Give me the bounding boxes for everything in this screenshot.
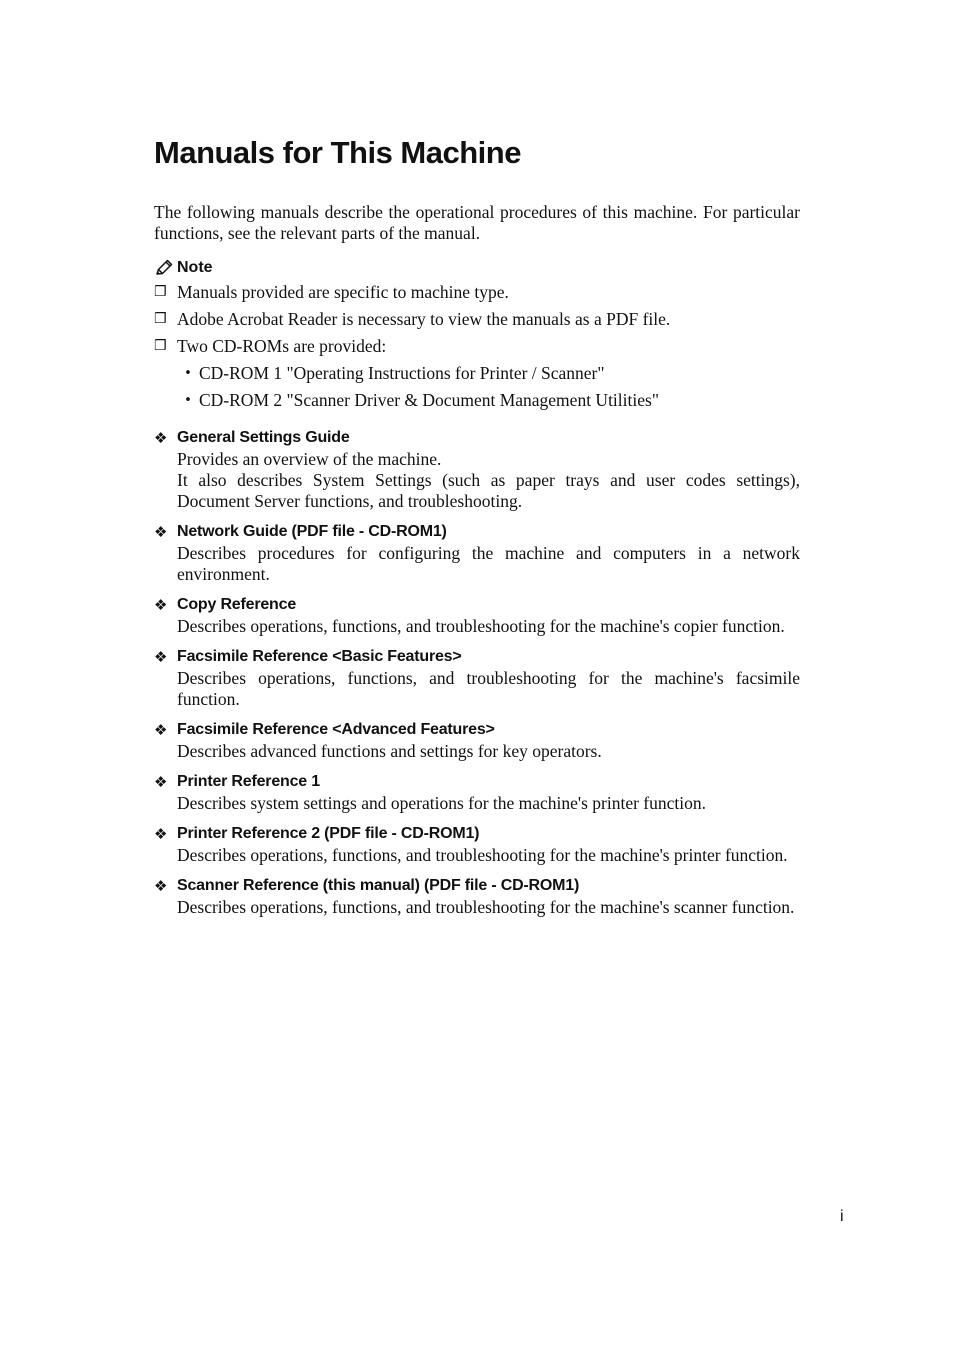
manual-description (177, 543, 800, 585)
note-item (154, 309, 804, 330)
checkbox-icon: ❒ (154, 311, 167, 327)
manual-entry (154, 771, 800, 814)
manual-description-line: It also describes System Settings (such as paper trays and user codes settings), Document Server functions, and troubleshooting. (177, 470, 800, 511)
diamond-bullet-icon: ❖ (154, 773, 168, 791)
diamond-bullet-icon: ❖ (154, 825, 168, 843)
bullet-icon: • (184, 366, 192, 381)
manual-description-line: Describes system settings and operations for the machine's printer function. (177, 793, 706, 813)
manual-entry (154, 719, 800, 762)
manual-list (154, 427, 800, 927)
diamond-bullet-icon: ❖ (154, 523, 168, 541)
note-item-text: Two CD-ROMs are provided: (177, 336, 387, 356)
manual-entry (154, 646, 800, 710)
manual-title (154, 875, 800, 897)
cdrom-item-text: CD-ROM 2 "Scanner Driver & Document Management Utilities" (199, 390, 659, 410)
note-item-text: Adobe Acrobat Reader is necessary to view the manuals as a PDF file. (177, 309, 671, 329)
manual-description (177, 897, 800, 918)
intro-paragraph: The following manuals describe the operational procedures of this machine. For particular functions, see the relevant parts of the manual. (154, 202, 800, 243)
manual-title-text: Copy Reference (177, 596, 297, 613)
manual-description (177, 668, 800, 710)
checkbox-icon: ❒ (154, 338, 167, 354)
manual-entry (154, 594, 800, 637)
manual-title (154, 521, 800, 543)
manual-title (154, 719, 800, 741)
manual-title (154, 594, 800, 616)
manual-description (177, 793, 800, 814)
manual-title-text: Printer Reference 1 (177, 773, 320, 790)
page-number: i (840, 1208, 844, 1225)
manual-title (154, 427, 800, 449)
manual-description-line: Describes operations, functions, and troubleshooting for the machine's copier function. (177, 616, 785, 636)
manual-title-text: Facsimile Reference <Advanced Features> (177, 721, 495, 738)
manual-description-line: Describes operations, functions, and troubleshooting for the machine's facsimile function. (177, 668, 800, 709)
manual-description-line: Provides an overview of the machine. (177, 449, 442, 469)
manual-description-line: Describes procedures for configuring the machine and computers in a network environment. (177, 543, 800, 584)
manual-title-text: Network Guide (PDF file - CD-ROM1) (177, 523, 447, 540)
manual-title-text: General Settings Guide (177, 429, 350, 446)
checkbox-icon: ❒ (154, 284, 167, 300)
note-heading (154, 257, 213, 279)
cdrom-item-text: CD-ROM 1 "Operating Instructions for Printer / Scanner" (199, 363, 605, 383)
manual-description-line: Describes operations, functions, and troubleshooting for the machine's printer function. (177, 845, 788, 865)
manual-title (154, 823, 800, 845)
manual-title (154, 771, 800, 793)
note-list (154, 282, 804, 423)
page-title: Manuals for This Machine (154, 135, 521, 170)
manual-title-text: Scanner Reference (this manual) (PDF file - CD-ROM1) (177, 877, 580, 894)
manual-entry (154, 823, 800, 866)
manual-description-line: Describes operations, functions, and troubleshooting for the machine's scanner function. (177, 897, 795, 917)
cdrom-list (177, 363, 659, 411)
pencil-icon (154, 259, 174, 277)
manual-description-line: Describes advanced functions and settings for key operators. (177, 741, 602, 761)
manual-title-text: Printer Reference 2 (PDF file - CD-ROM1) (177, 825, 480, 842)
diamond-bullet-icon: ❖ (154, 648, 168, 666)
manual-title-text: Facsimile Reference <Basic Features> (177, 648, 462, 665)
note-item (154, 336, 804, 417)
note-item-text: Manuals provided are specific to machine type. (177, 282, 509, 302)
bullet-icon: • (184, 393, 192, 408)
manual-entry (154, 875, 800, 918)
manual-description (177, 741, 800, 762)
manual-description (177, 449, 800, 512)
manual-entry (154, 427, 800, 512)
manual-title (154, 646, 800, 668)
note-item (154, 282, 804, 303)
diamond-bullet-icon: ❖ (154, 721, 168, 739)
manual-description (177, 845, 800, 866)
diamond-bullet-icon: ❖ (154, 877, 168, 895)
diamond-bullet-icon: ❖ (154, 429, 168, 447)
manual-entry (154, 521, 800, 585)
note-heading-label: Note (177, 259, 213, 276)
cdrom-item (177, 363, 659, 384)
cdrom-item (177, 390, 659, 411)
diamond-bullet-icon: ❖ (154, 596, 168, 614)
manual-description (177, 616, 800, 637)
